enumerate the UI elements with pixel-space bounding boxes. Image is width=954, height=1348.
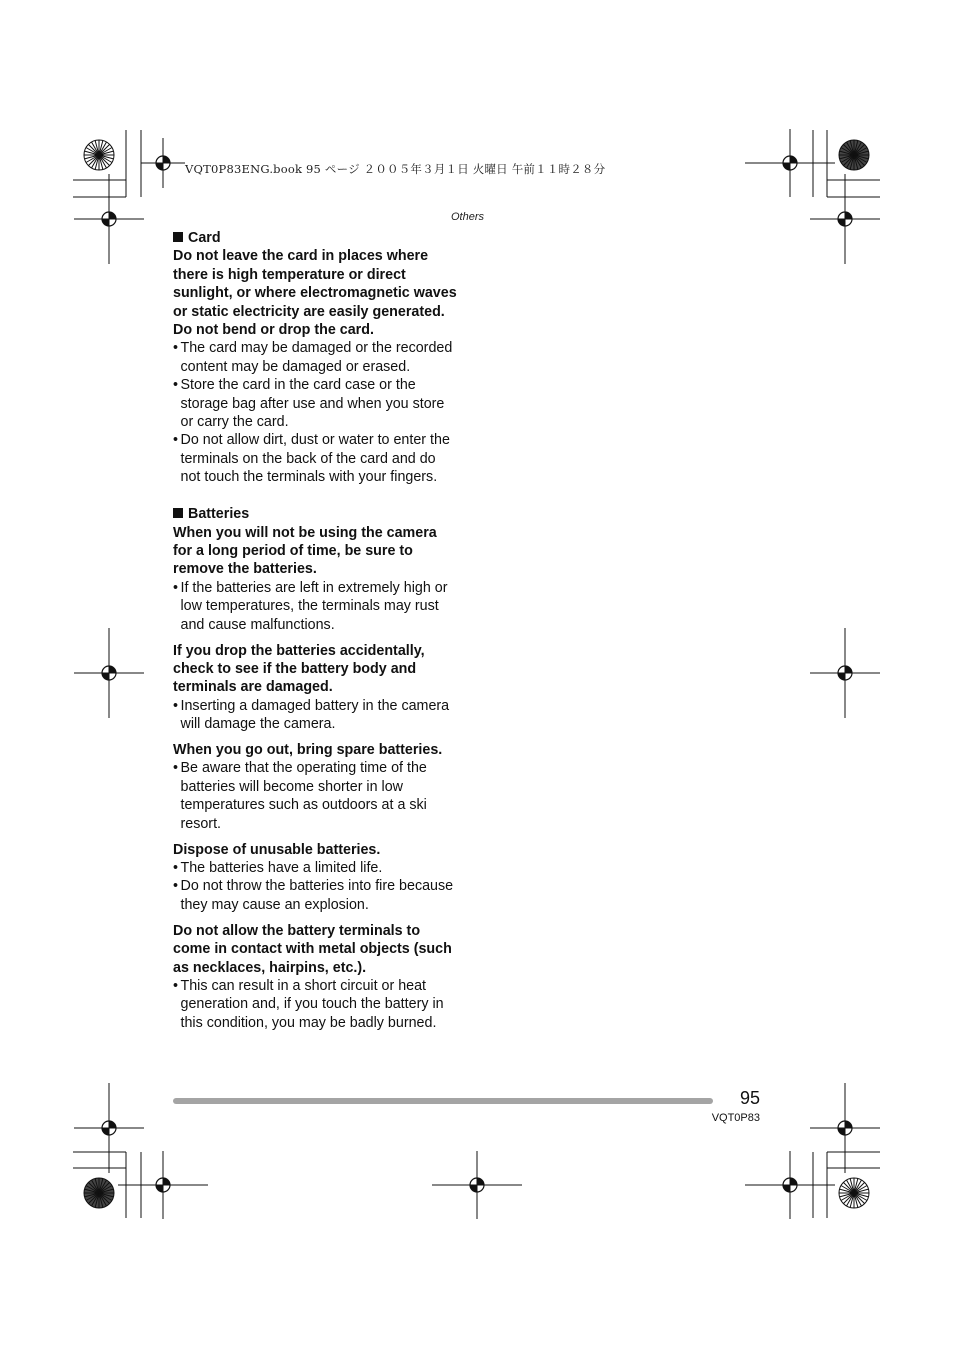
list-item: • Do not throw the batteries into fire because they may cause an explosion. — [173, 878, 454, 913]
list-item: • Be aware that the operating time of the batteries will become shorter in low temperatures such as outdoors at a ski resort. — [173, 760, 427, 832]
list-item: • Inserting a damaged battery in the camera will damage the camera. — [173, 697, 450, 733]
print-slug: VQT0P83ENG.book 95 ページ ２００５年３月１日 火曜日 午前１１時２８分 — [185, 162, 606, 176]
battery-warning: When you go out, bring spare batteries. — [173, 742, 443, 759]
page-number: 95 — [739, 1088, 760, 1108]
card-heading: Card — [173, 229, 459, 247]
list-item: • Do not allow dirt, dust or water to enter the terminals on the back of the card and do not touch the terminals with your fingers. — [173, 432, 450, 486]
list-item: • This can result in a short circuit or heat generation and, if you touch the battery in this condition, you may be badly burned. — [173, 977, 444, 1031]
card-warning: Do not bend or drop the card. — [173, 322, 374, 339]
list-item: • Store the card in the card case or the storage bag after use and when you store or carry the card. — [173, 377, 445, 431]
battery-warning: Do not allow the battery terminals to come in contact with metal objects (such as necklaces, hairpins, etc.). — [173, 922, 452, 976]
list-item: • The batteries have a limited life. — [173, 860, 383, 876]
footer-rule — [173, 1098, 713, 1104]
card-warning: Do not leave the card in places where there is high temperature or direct sunlight, or where electromagnetic waves or static electricity are easily generated. — [173, 248, 457, 320]
batteries-heading: Batteries — [173, 505, 459, 523]
page-content — [173, 229, 459, 1032]
section-label: Others — [450, 211, 484, 223]
battery-warning: If you drop the batteries accidentally, check to see if the battery body and terminals are damaged. — [173, 642, 425, 696]
square-bullet-icon — [173, 232, 183, 242]
list-item: • The card may be damaged or the recorded content may be damaged or erased. — [173, 340, 453, 375]
list-item: • If the batteries are left in extremely high or low temperatures, the terminals may rust and cause malfunctions. — [173, 579, 448, 633]
battery-warning: Dispose of unusable batteries. — [173, 841, 381, 858]
battery-warning: When you will not be using the camera for a long period of time, be sure to remove the batteries. — [173, 524, 437, 578]
square-bullet-icon — [173, 508, 183, 518]
document-code: VQT0P83 — [711, 1112, 760, 1124]
